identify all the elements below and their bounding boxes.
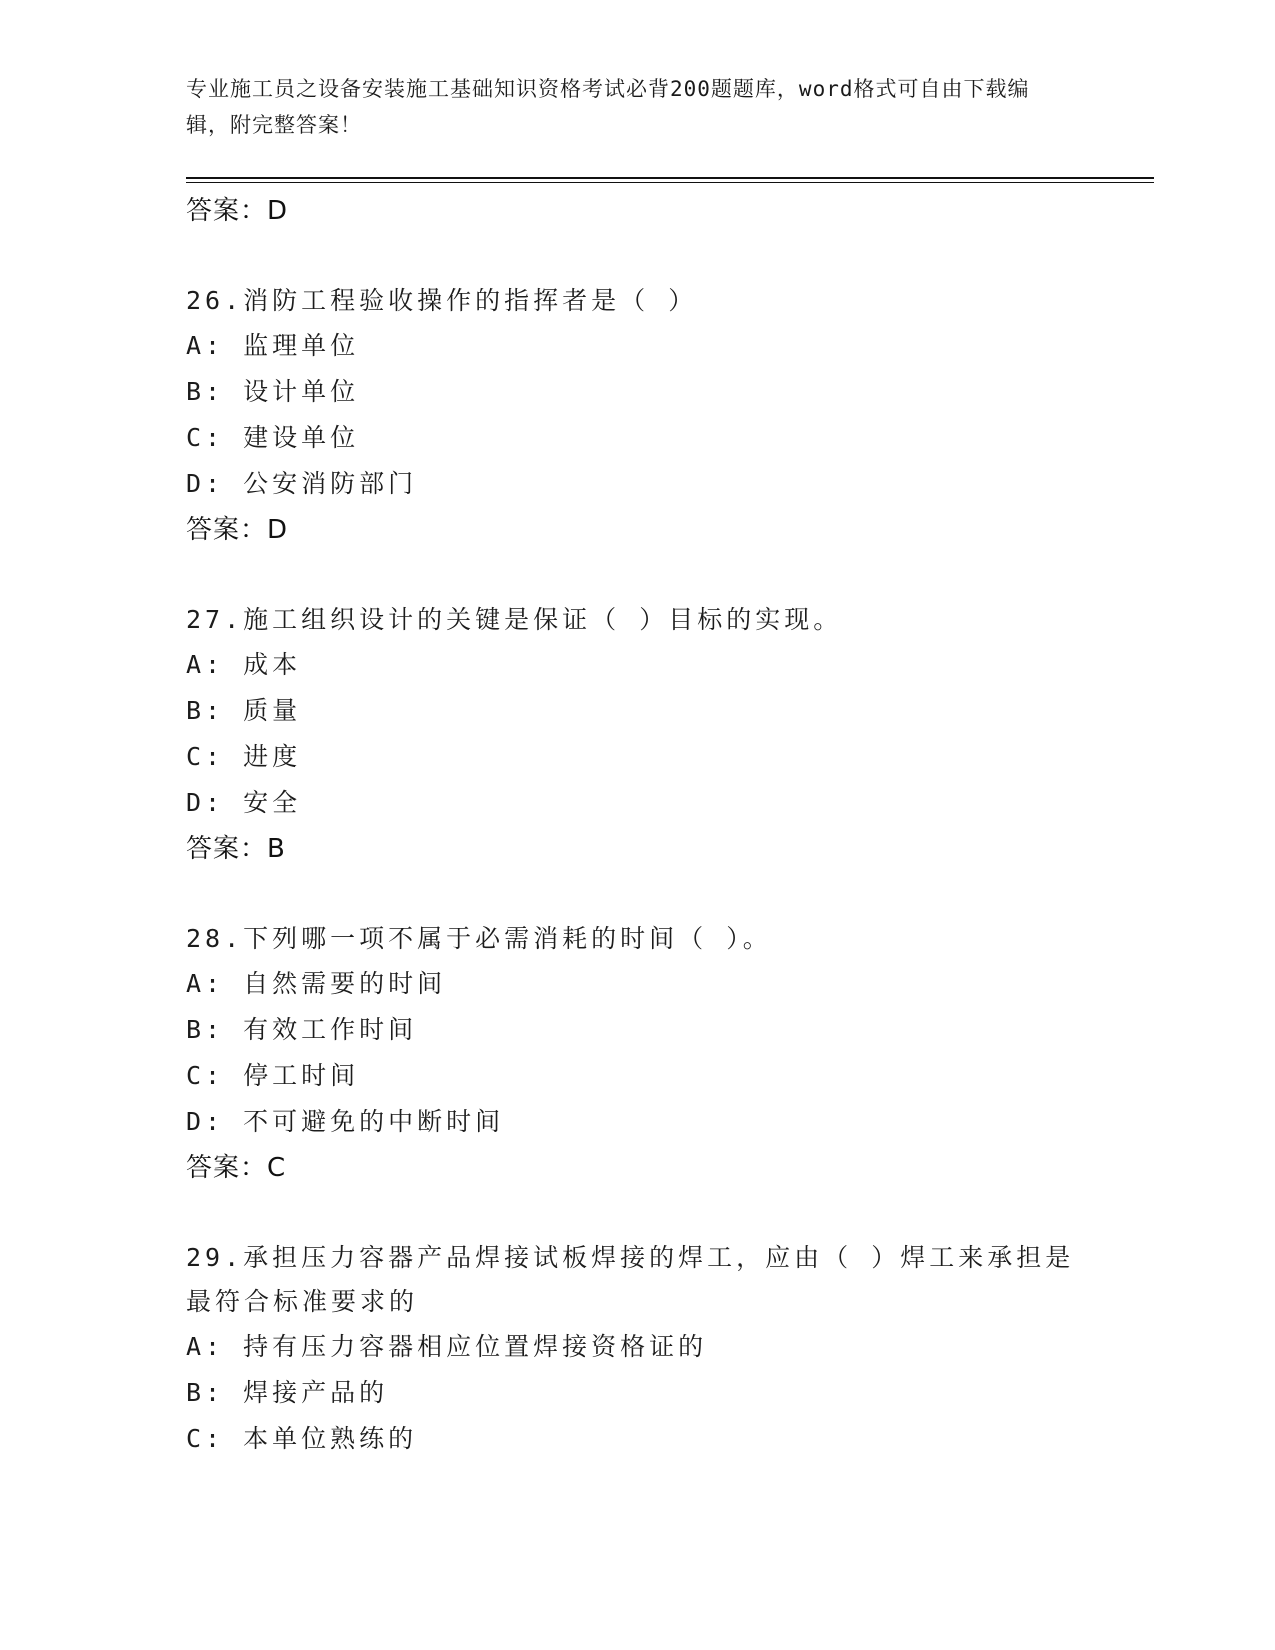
question-stem: 28.下列哪一项不属于必需消耗的时间（ ）。 [186, 924, 772, 953]
option-c: C: 本单位熟练的 [186, 1424, 418, 1453]
header-divider-thin [186, 182, 1154, 183]
option-c: C: 建设单位 [186, 423, 360, 452]
option-c: C: 停工时间 [186, 1061, 360, 1090]
option-a: A: 自然需要的时间 [186, 969, 447, 998]
option-d: D: 不可避免的中断时间 [186, 1107, 505, 1136]
question-list [186, 188, 1086, 1462]
option-b: B: 焊接产品的 [186, 1378, 389, 1407]
question-stem: 26.消防工程验收操作的指挥者是（ ） [186, 286, 698, 315]
option-d: D: 公安消防部门 [186, 469, 418, 498]
option-a: A: 持有压力容器相应位置焊接资格证的 [186, 1332, 708, 1361]
option-b: B: 设计单位 [186, 377, 360, 406]
option-a: A: 监理单位 [186, 331, 360, 360]
answer-line: 答案：D [186, 515, 289, 545]
option-d: D: 安全 [186, 788, 302, 817]
header-divider [186, 177, 1154, 179]
question-stem: 29.承担压力容器产品焊接试板焊接的焊工，应由（ ）焊工来承担是最符合标准要求的 [186, 1243, 1075, 1316]
question-27 [186, 598, 1086, 872]
answer-line: 答案：C [186, 1153, 287, 1183]
answer-line: 答案：D [186, 196, 289, 226]
question-26 [186, 279, 1086, 553]
option-c: C: 进度 [186, 742, 302, 771]
option-a: A: 成本 [186, 650, 302, 679]
question-28 [186, 917, 1086, 1191]
question-29 [186, 1236, 1086, 1462]
question-stem: 27.施工组织设计的关键是保证（ ）目标的实现。 [186, 605, 843, 634]
document-header: 专业施工员之设备安装施工基础知识资格考试必背200题题库，word格式可自由下载编辑，附完整答案！ [186, 77, 1030, 137]
answer-line: 答案：B [186, 834, 286, 864]
option-b: B: 有效工作时间 [186, 1015, 418, 1044]
option-b: B: 质量 [186, 696, 302, 725]
